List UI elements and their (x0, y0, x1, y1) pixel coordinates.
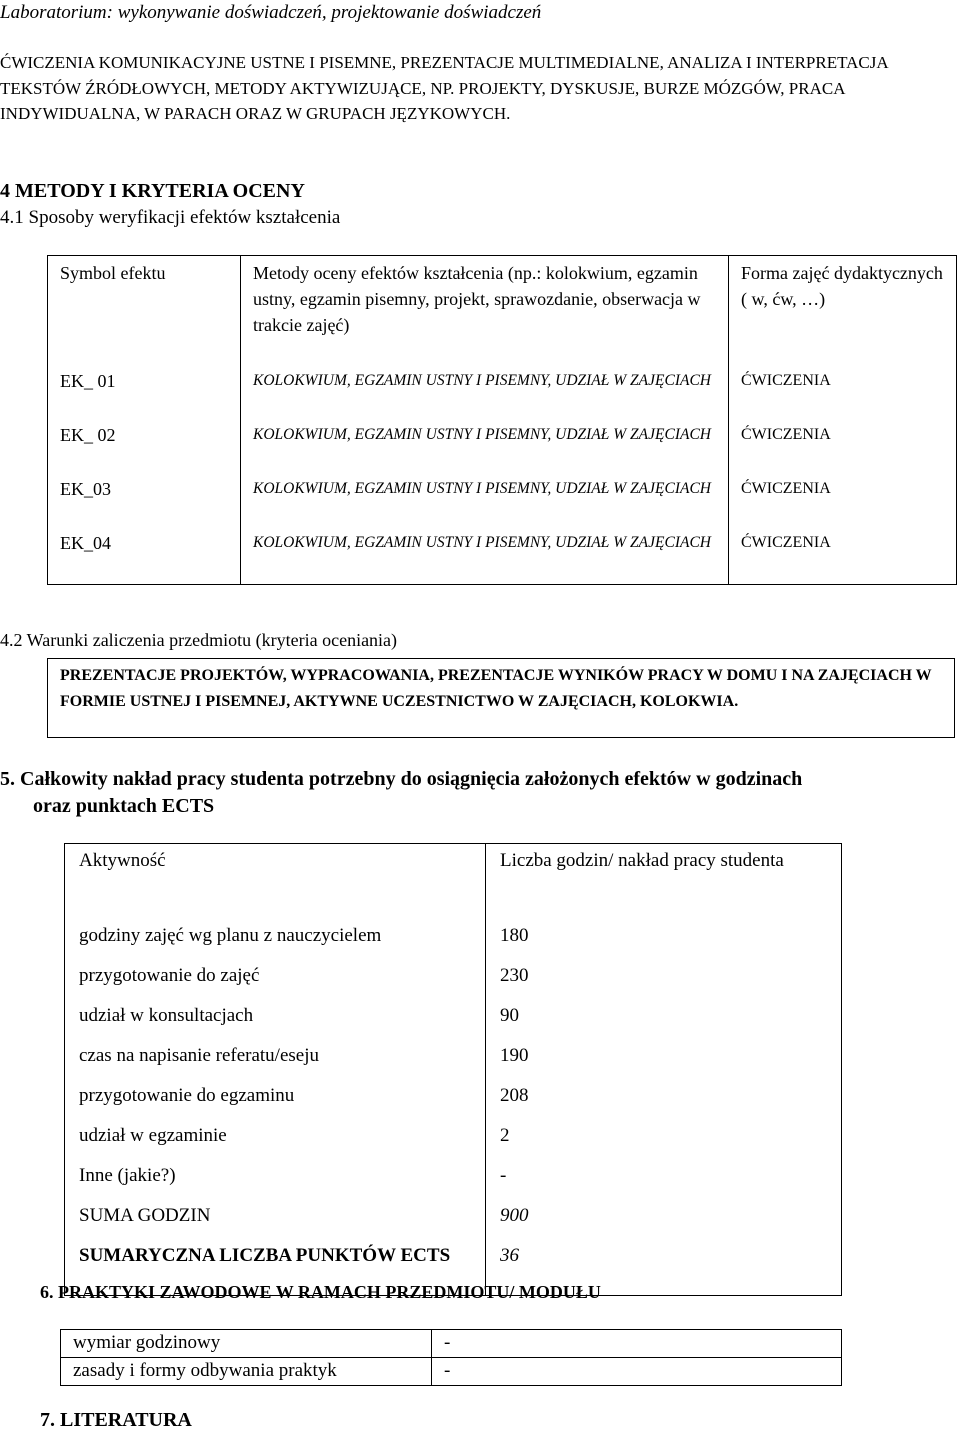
sum-value: 900 (500, 1205, 529, 1226)
verification-methods-table (47, 255, 957, 585)
workload-table (64, 843, 842, 1296)
section-5-heading (0, 766, 802, 820)
table-row (65, 963, 842, 1003)
row-hours: 2 (500, 1125, 510, 1146)
row-form: ĆWICZENIA (729, 368, 957, 422)
table-row (65, 923, 842, 963)
row-activity: godziny zajęć wg planu z nauczycielem (65, 923, 486, 963)
row-method: KOLOKWIUM, EGZAMIN USTNY I PISEMNY, UDZIAŁ W ZAJĘCIACH (241, 476, 729, 530)
ects-label: SUMARYCZNA LICZBA PUNKTÓW ECTS (65, 1243, 486, 1296)
row-symbol: EK_ 01 (48, 368, 241, 422)
row-form: ĆWICZENIA (729, 530, 957, 585)
table-row (61, 1330, 842, 1358)
row-form: ĆWICZENIA (729, 476, 957, 530)
internship-table (60, 1329, 842, 1386)
row-activity: przygotowanie do zajęć (65, 963, 486, 1003)
table-row (48, 368, 957, 422)
row-method: KOLOKWIUM, EGZAMIN USTNY I PISEMNY, UDZIAŁ W ZAJĘCIACH (241, 368, 729, 422)
header-methods: Metody oceny efektów kształcenia (np.: kolokwium, egzamin ustny, egzamin pisemny, projekt, sprawozdanie, obserwacja w trakcie zajęć) (241, 256, 729, 369)
ects-value: 36 (500, 1245, 519, 1266)
row-hours: 180 (500, 925, 529, 946)
table-row (65, 1163, 842, 1203)
row-activity: przygotowanie do egzaminu (65, 1083, 486, 1123)
header-hours: Liczba godzin/ nakład pracy studenta (500, 850, 784, 871)
row-label: wymiar godzinowy (61, 1330, 432, 1358)
section-4-2-heading: 4.2 Warunki zaliczenia przedmiotu (kryteria oceniania) (0, 630, 398, 650)
table-row (48, 422, 957, 476)
row-hours: 230 (500, 965, 529, 986)
row-activity: Inne (jakie?) (65, 1163, 486, 1203)
table-row (65, 1003, 842, 1043)
table-row (65, 1083, 842, 1123)
header-form: Forma zajęć dydaktycznych ( w, ćw, …) (729, 256, 957, 369)
row-activity: czas na napisanie referatu/eseju (65, 1043, 486, 1083)
table-header-row (48, 256, 957, 369)
table-row (48, 476, 957, 530)
row-value: - (432, 1330, 842, 1358)
workload-header-row (65, 844, 842, 924)
section-5-heading-line1: 5. Całkowity nakład pracy studenta potrzebny do osiągnięcia założonych efektów w godzinach (0, 768, 803, 790)
row-method: KOLOKWIUM, EGZAMIN USTNY I PISEMNY, UDZIAŁ W ZAJĘCIACH (241, 530, 729, 585)
header-symbol: Symbol efektu (48, 256, 241, 369)
row-activity: udział w konsultacjach (65, 1003, 486, 1043)
sum-row (65, 1203, 842, 1243)
row-hours: 208 (500, 1085, 529, 1106)
row-symbol: EK_03 (48, 476, 241, 530)
row-symbol: EK_ 02 (48, 422, 241, 476)
table-row (65, 1043, 842, 1083)
table-row (65, 1123, 842, 1163)
row-symbol: EK_04 (48, 530, 241, 585)
row-method: KOLOKWIUM, EGZAMIN USTNY I PISEMNY, UDZIAŁ W ZAJĘCIACH (241, 422, 729, 476)
section-4-heading: 4 METODY I KRYTERIA OCENY (0, 180, 305, 202)
row-value: - (432, 1358, 842, 1386)
table-row (61, 1358, 842, 1386)
section-7-heading: 7. LITERATURA (40, 1409, 192, 1431)
row-hours: 190 (500, 1045, 529, 1066)
grading-criteria-box: PREZENTACJE PROJEKTÓW, WYPRACOWANIA, PREZENTACJE WYNIKÓW PRACY W DOMU I NA ZAJĘCIACH W FORMIE USTNEJ I PISEMNEJ, AKTYWNE UCZESTNICTWO W ZAJĘCIACH, KOLOKWIA. (47, 658, 955, 738)
row-hours: 90 (500, 1005, 519, 1026)
teaching-methods-text: ĆWICZENIA KOMUNIKACYJNE USTNE I PISEMNE, PREZENTACJE MULTIMEDIALNE, ANALIZA I INTERPRETACJA TEKSTÓW ŹRÓDŁOWYCH, METODY AKTYWIZUJĄCE, NP. PROJEKTY, DYSKUSJE, BURZE MÓZGÓW, PRACA INDYWIDUALNA, W PARACH ORAZ W GRUPACH JĘZYKOWYCH. (0, 53, 888, 123)
table-row (48, 530, 957, 585)
section-6-heading: 6. PRAKTYKI ZAWODOWE W RAMACH PRZEDMIOTU/ MODUŁU (40, 1282, 601, 1302)
row-form: ĆWICZENIA (729, 422, 957, 476)
section-5-heading-line2: oraz punktach ECTS (33, 795, 215, 817)
lab-line: Laboratorium: wykonywanie doświadczeń, projektowanie doświadczeń (0, 2, 542, 23)
sum-label: SUMA GODZIN (65, 1203, 486, 1243)
row-hours: - (500, 1165, 507, 1186)
header-activity: Aktywność (65, 844, 486, 924)
row-label: zasady i formy odbywania praktyk (61, 1358, 432, 1386)
row-activity: udział w egzaminie (65, 1123, 486, 1163)
section-4-1-heading: 4.1 Sposoby weryfikacji efektów kształcenia (0, 207, 341, 228)
